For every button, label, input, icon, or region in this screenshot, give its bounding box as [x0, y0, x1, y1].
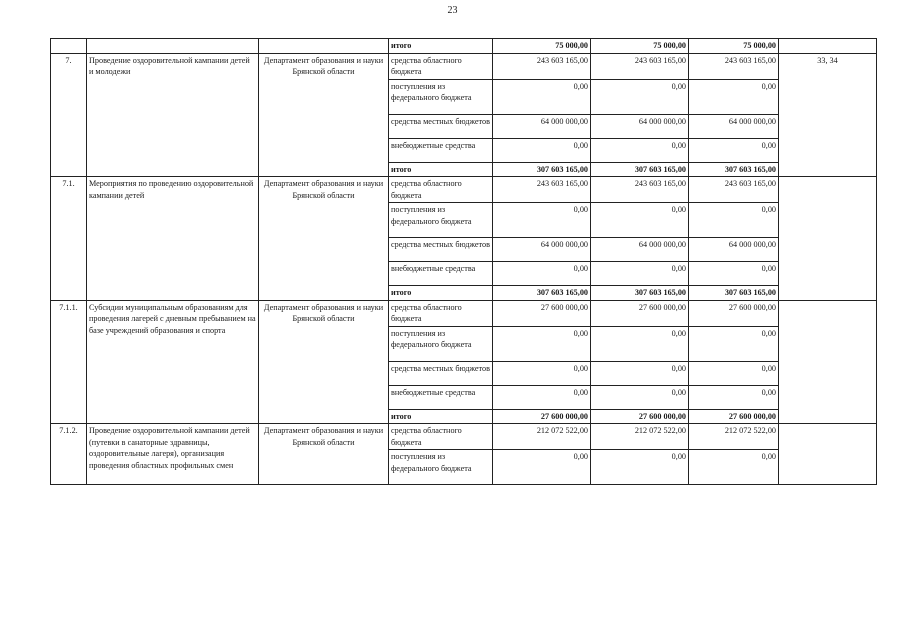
amount-cell: 0,00: [493, 361, 591, 385]
funding-source: средства местных бюджетов: [389, 238, 493, 262]
item-name: Проведение оздоровительной кампании детей (путевки в санаторные здравницы, оздоровительные лагеря), организация проведения областных профильных смен: [87, 424, 259, 485]
budget-table: [50, 38, 877, 485]
funding-source: внебюджетные средства: [389, 138, 493, 162]
amount-cell: 27 600 000,00: [591, 300, 689, 326]
table-row: [51, 177, 877, 203]
funding-source: поступления из федерального бюджета: [389, 203, 493, 238]
reference-cell: [779, 424, 877, 485]
amount-cell: 243 603 165,00: [591, 53, 689, 79]
amount-cell: 243 603 165,00: [689, 53, 779, 79]
amount-cell: 0,00: [689, 450, 779, 485]
amount-cell: 0,00: [591, 361, 689, 385]
amount-cell: 243 603 165,00: [591, 177, 689, 203]
amount-cell: 27 600 000,00: [689, 409, 779, 424]
responsible-department: Департамент образования и науки Брянской области: [259, 300, 389, 424]
amount-cell: 0,00: [493, 79, 591, 114]
amount-cell: 64 000 000,00: [591, 114, 689, 138]
amount-cell: 212 072 522,00: [591, 424, 689, 450]
amount-cell: 27 600 000,00: [493, 300, 591, 326]
item-number: 7.1.1.: [51, 300, 87, 424]
amount-cell: 27 600 000,00: [689, 300, 779, 326]
table-row: [51, 39, 877, 54]
item-number: 7.1.2.: [51, 424, 87, 485]
amount-cell: 0,00: [689, 326, 779, 361]
amount-cell: 0,00: [493, 138, 591, 162]
amount-cell: 212 072 522,00: [493, 424, 591, 450]
responsible-department: Департамент образования и науки Брянской области: [259, 53, 389, 177]
amount-cell: 75 000,00: [493, 39, 591, 54]
page-number: 23: [447, 5, 458, 16]
funding-source: средства местных бюджетов: [389, 361, 493, 385]
amount-cell: 0,00: [591, 262, 689, 286]
amount-cell: 307 603 165,00: [493, 286, 591, 301]
amount-cell: 0,00: [689, 203, 779, 238]
amount-cell: 0,00: [493, 262, 591, 286]
amount-cell: 0,00: [689, 138, 779, 162]
funding-source: средства областного бюджета: [389, 53, 493, 79]
funding-source: поступления из федерального бюджета: [389, 79, 493, 114]
amount-cell: 0,00: [493, 450, 591, 485]
amount-cell: 64 000 000,00: [591, 238, 689, 262]
table-row: [51, 424, 877, 450]
funding-source: средства областного бюджета: [389, 424, 493, 450]
funding-source: итого: [389, 286, 493, 301]
amount-cell: 75 000,00: [591, 39, 689, 54]
amount-cell: 243 603 165,00: [493, 177, 591, 203]
reference-cell: [779, 300, 877, 424]
amount-cell: 64 000 000,00: [493, 238, 591, 262]
responsible-department: Департамент образования и науки Брянской области: [259, 177, 389, 301]
amount-cell: 243 603 165,00: [493, 53, 591, 79]
amount-cell: 0,00: [591, 138, 689, 162]
amount-cell: 307 603 165,00: [591, 286, 689, 301]
funding-source: поступления из федерального бюджета: [389, 450, 493, 485]
funding-source: внебюджетные средства: [389, 262, 493, 286]
amount-cell: 0,00: [689, 79, 779, 114]
amount-cell: 0,00: [591, 326, 689, 361]
amount-cell: 0,00: [689, 262, 779, 286]
funding-source: внебюджетные средства: [389, 385, 493, 409]
amount-cell: 0,00: [493, 385, 591, 409]
funding-source: средства областного бюджета: [389, 177, 493, 203]
funding-source: поступления из федерального бюджета: [389, 326, 493, 361]
amount-cell: 307 603 165,00: [591, 162, 689, 177]
amount-cell: 0,00: [591, 385, 689, 409]
amount-cell: 0,00: [591, 450, 689, 485]
funding-source: итого: [389, 409, 493, 424]
amount-cell: 243 603 165,00: [689, 177, 779, 203]
amount-cell: 307 603 165,00: [493, 162, 591, 177]
amount-cell: 75 000,00: [689, 39, 779, 54]
item-number: 7.1.: [51, 177, 87, 301]
amount-cell: 0,00: [689, 361, 779, 385]
item-number: 7.: [51, 53, 87, 177]
amount-cell: 0,00: [493, 203, 591, 238]
funding-source: средства областного бюджета: [389, 300, 493, 326]
amount-cell: 307 603 165,00: [689, 286, 779, 301]
reference-cell: [779, 177, 877, 301]
amount-cell: 307 603 165,00: [689, 162, 779, 177]
item-name: Проведение оздоровительной кампании детей и молодежи: [87, 53, 259, 177]
item-name: Мероприятия по проведению оздоровительной кампании детей: [87, 177, 259, 301]
funding-source: итого: [389, 162, 493, 177]
amount-cell: 0,00: [493, 326, 591, 361]
amount-cell: 0,00: [591, 203, 689, 238]
reference-cell: 33, 34: [779, 53, 877, 177]
amount-cell: 64 000 000,00: [689, 238, 779, 262]
item-name: Субсидии муниципальным образованиям для проведения лагерей с дневным пребыванием на базе учреждений образования и спорта: [87, 300, 259, 424]
amount-cell: 27 600 000,00: [591, 409, 689, 424]
amount-cell: 0,00: [689, 385, 779, 409]
amount-cell: 27 600 000,00: [493, 409, 591, 424]
source-cell: итого: [389, 39, 493, 54]
amount-cell: 64 000 000,00: [689, 114, 779, 138]
responsible-department: Департамент образования и науки Брянской области: [259, 424, 389, 485]
funding-source: средства местных бюджетов: [389, 114, 493, 138]
amount-cell: 212 072 522,00: [689, 424, 779, 450]
amount-cell: 64 000 000,00: [493, 114, 591, 138]
table-row: [51, 53, 877, 79]
table-row: [51, 300, 877, 326]
amount-cell: 0,00: [591, 79, 689, 114]
